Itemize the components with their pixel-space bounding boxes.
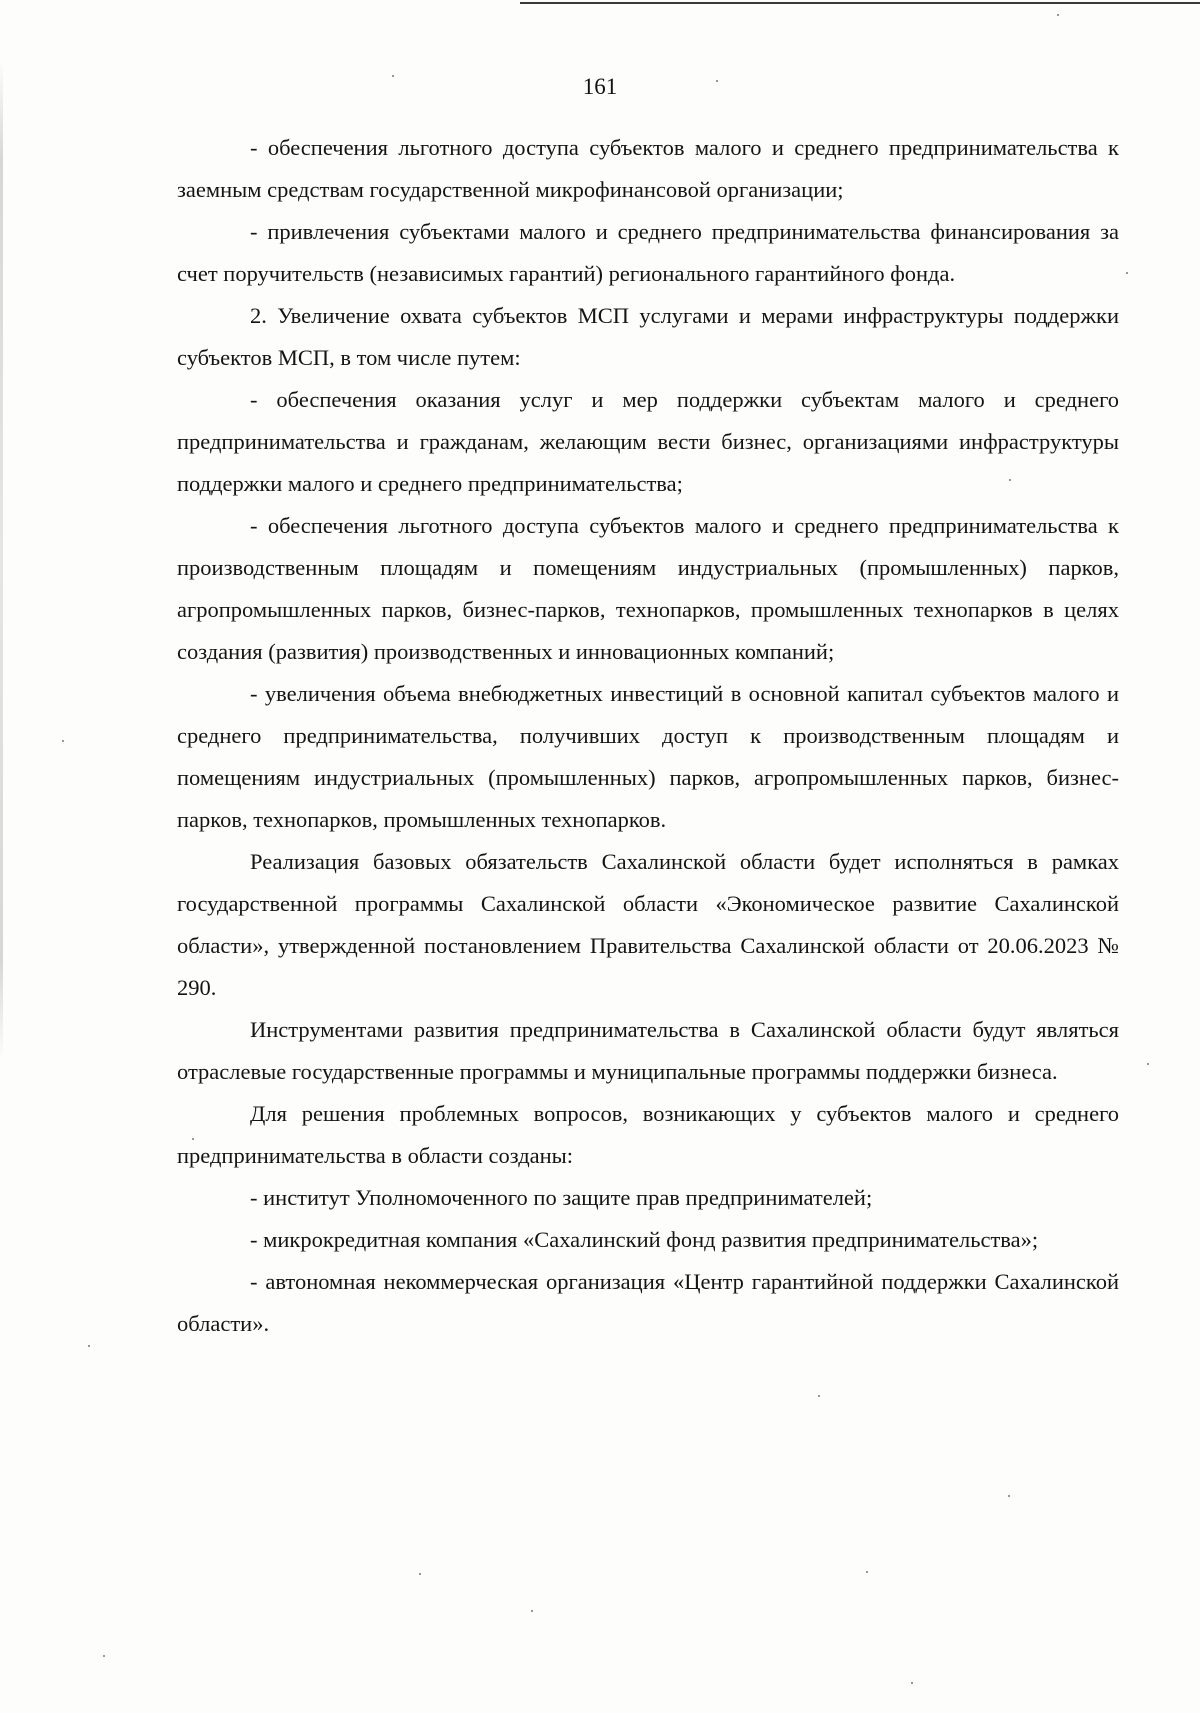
scan-speck bbox=[419, 1573, 421, 1575]
paragraph: Инструментами развития предпринимательства в Сахалинской области будут являться отраслевые государственные программы и муниципальные программы поддержки бизнеса. bbox=[177, 1017, 1119, 1084]
paragraph: - микрокредитная компания «Сахалинский фонд развития предпринимательства»; bbox=[250, 1227, 1039, 1252]
scan-speck bbox=[1009, 479, 1011, 481]
scan-speck bbox=[531, 1610, 533, 1612]
scan-speck bbox=[1008, 1495, 1010, 1497]
paragraph: - увеличения объема внебюджетных инвестиций в основной капитал субъектов малого и среднего предпринимательства, получивших доступ к производственным площадям и помещениям индустриальных (промышленных) парков, агропромышленных парков, бизнес-парков, технопарков, промышленных технопарков. bbox=[177, 681, 1119, 832]
scan-speck bbox=[88, 1345, 90, 1347]
scan-speck bbox=[103, 1655, 105, 1657]
scan-left-edge bbox=[0, 60, 3, 1060]
scan-speck bbox=[866, 1571, 868, 1573]
scan-speck bbox=[911, 1682, 913, 1684]
paragraph: - институт Уполномоченного по защите прав предпринимателей; bbox=[250, 1185, 873, 1210]
page-number: 161 bbox=[582, 74, 618, 99]
paragraph: - обеспечения льготного доступа субъектов малого и среднего предпринимательства к производственным площадям и помещениям индустриальных (промышленных) парков, агропромышленных парков, бизнес-парков, технопарков, промышленных технопарков в целях создания (развития) производственных и инновационных компаний; bbox=[177, 513, 1119, 664]
paragraph: - обеспечения оказания услуг и мер поддержки субъектам малого и среднего предпринимательства и гражданам, желающим вести бизнес, организациями инфраструктуры поддержки малого и среднего предпринимательства; bbox=[177, 387, 1119, 496]
scan-speck bbox=[1057, 14, 1059, 16]
scan-speck bbox=[818, 1395, 820, 1397]
scan-speck bbox=[62, 740, 64, 742]
scan-speck bbox=[1147, 1063, 1149, 1065]
scan-speck bbox=[716, 80, 718, 82]
paragraph: 2. Увеличение охвата субъектов МСП услугами и мерами инфраструктуры поддержки субъектов МСП, в том числе путем: bbox=[177, 303, 1119, 370]
paragraph: Для решения проблемных вопросов, возникающих у субъектов малого и среднего предпринимательства в области созданы: bbox=[177, 1101, 1119, 1168]
paragraph: - автономная некоммерческая организация «Центр гарантийной поддержки Сахалинской области». bbox=[177, 1269, 1119, 1336]
paragraph: - привлечения субъектами малого и среднего предпринимательства финансирования за счет поручительств (независимых гарантий) регионального гарантийного фонда. bbox=[177, 219, 1119, 286]
scan-speck bbox=[392, 75, 394, 77]
scan-speck bbox=[1126, 272, 1128, 274]
paragraph: - обеспечения льготного доступа субъектов малого и среднего предпринимательства к заемным средствам государственной микрофинансовой организации; bbox=[177, 135, 1119, 202]
document-body bbox=[177, 127, 1119, 1345]
paragraph: Реализация базовых обязательств Сахалинской области будет исполняться в рамках государственной программы Сахалинской области «Экономическое развитие Сахалинской области», утвержденной постановлением Правительства Сахалинской области от 20.06.2023 № 290. bbox=[177, 849, 1119, 1000]
scan-speck bbox=[192, 1138, 194, 1140]
scan-top-border bbox=[520, 2, 1200, 4]
